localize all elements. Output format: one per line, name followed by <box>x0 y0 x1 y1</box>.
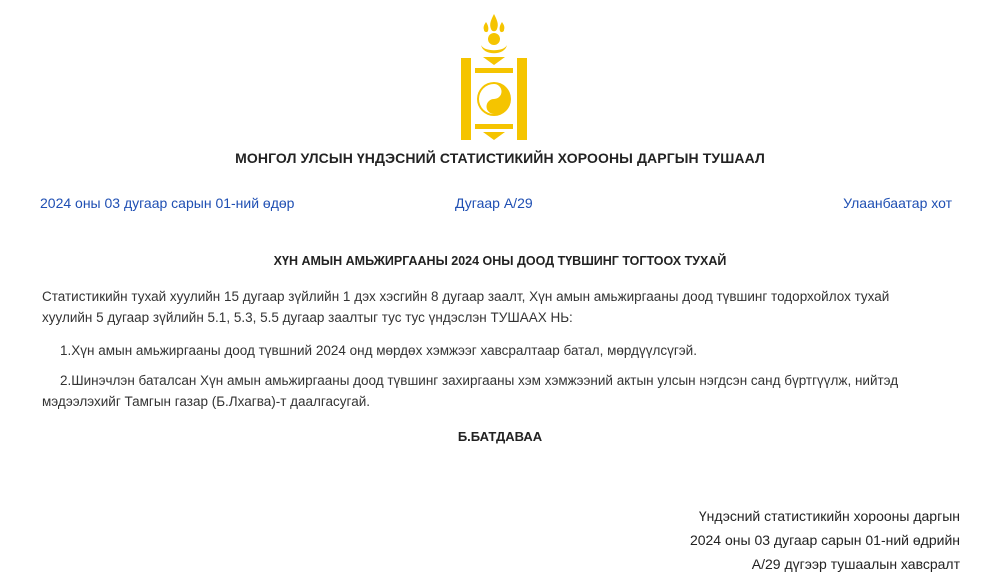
signer-name: Б.БАТДАВАА <box>457 429 543 444</box>
appendix-line-1: Үндэсний статистикийн хорооны даргын <box>698 508 960 524</box>
order-item-2-line-1: 2.Шинэчлэн баталсан Хүн амын амьжиргааны доод түвшинг захиргааны хэм хэмжээний актын улсын нэгдсэн санд бүртгүүлж, нийтэд <box>60 373 899 388</box>
document-subject: ХҮН АМЫН АМЬЖИРГААНЫ 2024 ОНЫ ДООД ТҮВШИНГ ТОГТООХ ТУХАЙ <box>273 254 727 268</box>
order-item-2 <box>42 370 960 412</box>
appendix-header <box>690 504 960 576</box>
order-item-1: 1.Хүн амын амьжиргааны доод түвшний 2024 онд мөрдөх хэмжээг хавсралтаар батал, мөрдүүлсүгэй. <box>60 343 697 358</box>
document-city: Улаанбаатар хот <box>843 195 952 211</box>
preamble-line-2: хуулийн 5 дугаар зүйлийн 5.1, 5.3, 5.5 дугаар заалтыг тус тус үндэслэн ТУШААХ НЬ: <box>42 310 573 325</box>
order-item-2-line-2: мэдээлэхийг Тамгын газар (Б.Лхагва)-т даалгасугай. <box>42 394 370 409</box>
preamble-line-1: Статистикийн тухай хуулийн 15 дугаар зүйлийн 1 дэх хэсгийн 8 дугаар заалт, Хүн амын амьжиргааны доод түвшинг тодорхойлох тухай <box>42 289 890 304</box>
document-title: МОНГОЛ УЛСЫН ҮНДЭСНИЙ СТАТИСТИКИЙН ХОРООНЫ ДАРГЫН ТУШААЛ <box>235 150 765 166</box>
appendix-line-2: 2024 оны 03 дугаар сарын 01-ний өдрийн <box>689 532 960 548</box>
preamble-paragraph <box>42 286 962 328</box>
soyombo-emblem-icon <box>459 12 529 144</box>
document-meta-row <box>40 195 952 215</box>
document-date: 2024 оны 03 дугаар сарын 01-ний өдөр <box>40 195 295 211</box>
document-number: Дугаар А/29 <box>455 195 533 211</box>
appendix-line-3: А/29 дүгээр тушаалын хавсралт <box>751 556 960 572</box>
